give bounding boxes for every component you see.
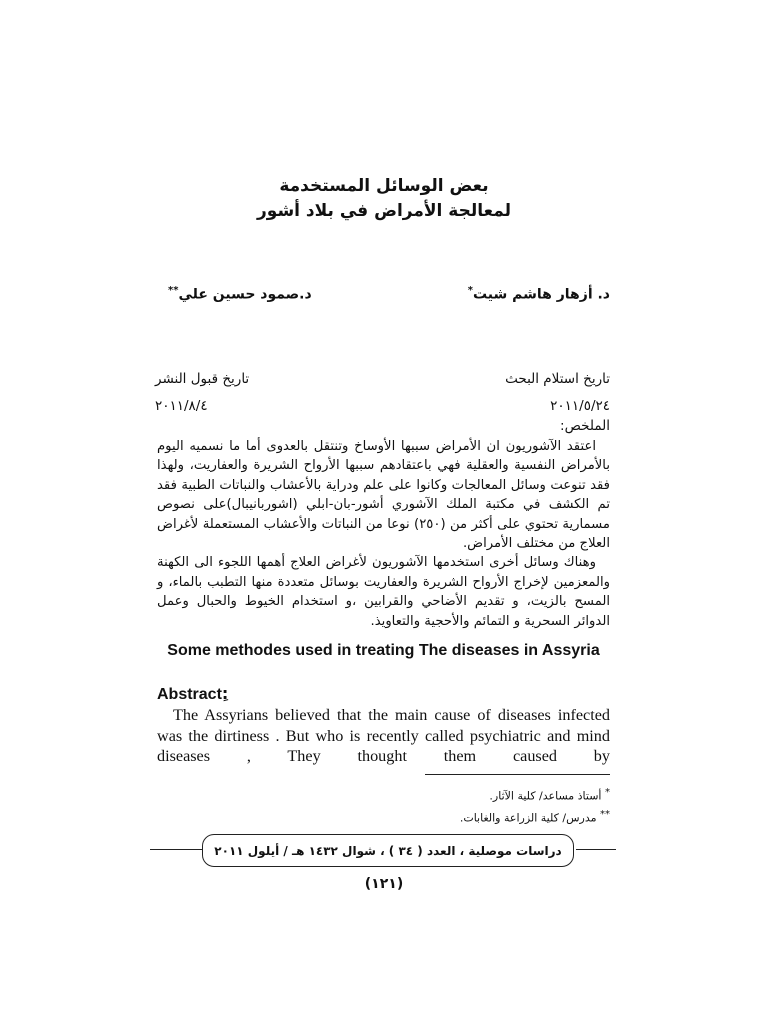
arabic-abstract-label: الملخص: [560,418,610,434]
arabic-abstract-paragraph-2: وهناك وسائل أخرى استخدمها الآشوريون لأغراض العلاج أهمها اللجوء الى الكهنة والمعزمين لإخراج الأرواح الشريرة والعفاريت بوسائل متعددة منها التطبب بالماء، و المسح بالزيت، و تقديم الأضاحي والقرابين ،و استخدام الخيوط والحبال وعمل الدوائر السحرية و التمائم والأحجية والتعاويذ. [157,555,610,629]
accepted-label: تاريخ قبول النشر [155,371,250,387]
author-1 [468,285,610,303]
footnote-1-mark: * [605,787,610,798]
journal-rule-right [576,849,616,850]
english-title: Some methodes used in treating The diseases in Assyria [167,642,600,659]
footnote-2-text: مدرس/ كلية الزراعة والغابات. [459,811,597,825]
author-1-name: د. أزهار هاشم شيت [472,286,610,303]
english-abstract-label [157,684,228,704]
footnote-2-mark: ** [600,809,610,820]
footnote-divider [425,774,610,775]
author-2-name: د.صمود حسين علي [178,286,312,303]
footnote-1 [489,787,610,803]
journal-rule-left [150,849,202,850]
arabic-title-line-1: بعض الوسائل المستخدمة [279,176,489,196]
footnote-2 [460,809,610,825]
journal-citation: دراسات موصلية ، العدد ( ٣٤ ) ، شوال ١٤٣٢ هـ / أيلول ٢٠١١ [214,843,562,858]
received-label: تاريخ استلام البحث [505,371,610,387]
author-2 [168,285,312,303]
english-abstract-label-text: Abstract: [157,686,229,703]
journal-citation-box [202,834,574,867]
author-1-mark: * [467,285,473,296]
accepted-date: ٢٠١١/٨/٤ [155,398,208,414]
arabic-abstract-body [157,437,610,631]
page-number: (١٢١) [364,876,404,892]
authors [150,285,610,309]
author-2-mark: ** [168,285,179,296]
arabic-title-line-2: لمعالجة الأمراض في بلاد أشور [257,201,511,221]
english-abstract-body: The Assyrians believed that the main cause of diseases infected was the dirtiness . But who is recently called psychiatric and mind diseases , They thought them caused by [157,706,610,765]
arabic-abstract-paragraph-1: اعتقد الآشوريون ان الأمراض سببها الأوساخ وتنتقل بالعدوى أما ما نسميه اليوم بالأمراض النفسية والعقلية فهي باعتقادهم سببها الأرواح الشريرة والعفاريت، ولهذا فقد تنوعت وسائل المعالجات وكانوا على علم ودراية بالأعشاب والنباتات الطبية فقد تم الكشف في مكتبة الملك الآشوري أشور-بان-ابلي (اشوربانيبال)على نصوص مسمارية تحتوي على أكثر من (٢٥٠) نوعا من النباتات والأعشاب المستعملة لأغراض العلاج من مختلف الأمراض. [157,439,610,552]
footnote-1-text: أستاذ مساعد/ كلية الآثار. [489,789,602,803]
received-date: ٢٠١١/٥/٢٤ [550,398,610,414]
